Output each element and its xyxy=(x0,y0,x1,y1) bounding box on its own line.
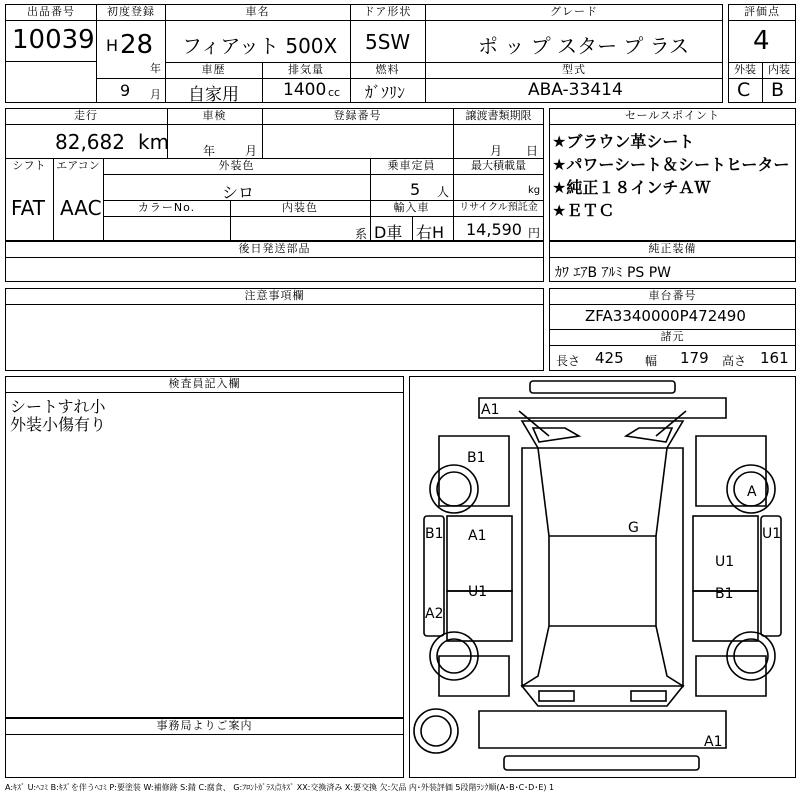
score-label: 評価点 xyxy=(744,5,780,18)
mark-right-rear-panel: B1 xyxy=(715,586,734,602)
chassis-label: 車台番号 xyxy=(648,289,697,302)
color-value: シロ xyxy=(222,183,255,202)
reg-year-unit: 年 xyxy=(150,62,161,75)
mark-left-rear-panel: U1 xyxy=(468,584,488,600)
displacement-value: 1400 xyxy=(283,80,327,100)
shift-value: FAT xyxy=(11,196,46,220)
ac-label: エアコン xyxy=(56,159,100,172)
reg-month: 9 xyxy=(120,81,131,100)
transfer-label: 譲渡書類期限 xyxy=(465,109,532,122)
inspection-label: 車検 xyxy=(202,109,227,122)
sales-points-label: セールスポイント xyxy=(624,109,720,122)
grade-label: グレード xyxy=(550,5,598,18)
ext-label: 外装 xyxy=(734,63,756,76)
height-value: 161 xyxy=(760,349,789,367)
transfer-day-unit: 日 xyxy=(526,144,539,158)
door-type: 5SW xyxy=(365,30,411,54)
ext-score: C xyxy=(737,79,751,101)
mark-right-front-panel: U1 xyxy=(715,554,735,570)
reg-month-unit: 月 xyxy=(150,88,161,101)
transfer-month-unit: 月 xyxy=(490,144,503,158)
model-label: 型式 xyxy=(562,63,586,76)
height-label: 高さ xyxy=(722,354,747,368)
displacement-unit: cc xyxy=(328,86,341,99)
reg-year: 28 xyxy=(120,30,154,60)
equipment-label: 純正装備 xyxy=(648,242,697,255)
inspection-year-unit: 年 xyxy=(203,144,216,158)
mark-front-top: A1 xyxy=(481,402,500,418)
recycle-unit: 円 xyxy=(528,226,541,240)
recycle-value: 14,590 xyxy=(466,220,522,239)
intcolor-label: 内装色 xyxy=(282,201,318,214)
first-reg-label: 初度登録 xyxy=(107,5,155,18)
model-value: ABA-33414 xyxy=(528,80,623,100)
seats-value: 5 xyxy=(410,180,421,199)
door-label: ドア形状 xyxy=(363,5,412,18)
mark-rear-bottom: A1 xyxy=(704,734,723,750)
mark-right-front-wheel: A xyxy=(747,484,757,500)
colorno-label: カラーNo. xyxy=(137,201,196,214)
mark-left-rear: A2 xyxy=(425,606,444,622)
sales-point-2: ★パワーシート＆シートヒーター xyxy=(552,155,790,174)
mark-left-front-door: B1 xyxy=(425,526,444,542)
inspector-line-2: 外装小傷有り xyxy=(10,415,107,434)
sales-point-1: ★ブラウン革シート xyxy=(552,132,695,151)
mark-roof: G xyxy=(628,520,639,536)
load-unit: kg xyxy=(528,185,541,196)
mark-left-front-panel: A1 xyxy=(468,528,487,544)
width-label: 幅 xyxy=(645,354,658,368)
chassis-number: ZFA3340000P472490 xyxy=(585,307,746,325)
mileage-value: 82,682 xyxy=(55,130,125,154)
lot-number: 10039 xyxy=(12,25,95,55)
era-letter: H xyxy=(106,36,119,55)
sales-point-4: ★ＥＴＣ xyxy=(552,201,615,220)
seats-unit: 人 xyxy=(437,185,450,199)
inspector-line-1: シートすれ小 xyxy=(10,397,106,416)
length-label: 長さ xyxy=(556,354,581,368)
history-label: 車歴 xyxy=(201,63,226,76)
mark-right-front-door: U1 xyxy=(762,526,782,542)
sales-point-3: ★純正１８インチＡＷ xyxy=(552,178,711,197)
ac-value: AAC xyxy=(60,196,102,220)
inspection-month-unit: 月 xyxy=(245,144,258,158)
mileage-label: 走行 xyxy=(74,109,98,122)
width-value: 179 xyxy=(680,349,709,367)
later-parts-label: 後日発送部品 xyxy=(238,242,311,255)
displacement-label: 排気量 xyxy=(288,63,324,76)
int-label: 内装 xyxy=(768,63,790,76)
office-label: 事務局よりご案内 xyxy=(156,719,253,732)
dims-label: 諸元 xyxy=(660,330,685,343)
mileage-unit: km xyxy=(138,130,170,154)
lot-label: 出品番号 xyxy=(27,5,75,18)
load-label: 最大積載量 xyxy=(471,159,526,172)
car-name-label: 車名 xyxy=(245,5,270,18)
regno-label: 登録番号 xyxy=(333,109,382,122)
fuel-label: 燃料 xyxy=(375,63,400,76)
damage-legend: A:ｷｽﾞ U:ﾍｺﾐ B:ｷｽﾞを伴うﾍｺﾐ P:要塗装 W:補修跡 S:錆 C:腐食、 G:ﾌﾛﾝﾄｶﾞﾗｽ点ｷｽﾞ XX:交換済み X:要交換 欠:欠品 内･外装評価 5段階ﾗﾝｸ順(A･B･C･D･E) 1 xyxy=(5,783,555,792)
equipment-value: ｶﾜ ｴｱB ｱﾙﾐ PS PW xyxy=(555,265,672,281)
import-value: D車 xyxy=(374,223,403,242)
fuel-value: ｶﾞｿﾘﾝ xyxy=(365,83,406,102)
recycle-label: リサイクル預託金 xyxy=(459,202,538,213)
notes-label: 注意事項欄 xyxy=(244,289,305,302)
score-value: 4 xyxy=(753,26,770,56)
intcolor-unit: 系 xyxy=(355,227,368,241)
car-name: フィアット 500X xyxy=(182,34,338,58)
mark-left-front: B1 xyxy=(467,450,486,466)
inspector-label: 検査員記入欄 xyxy=(168,377,241,390)
length-value: 425 xyxy=(595,349,624,367)
shift-label: シフト xyxy=(12,159,46,172)
handle-value: 右H xyxy=(416,223,445,242)
grade-value: ポ ッ プ スター プ ラス xyxy=(478,34,690,58)
car-damage-diagram xyxy=(409,376,796,778)
history-value: 自家用 xyxy=(188,85,239,105)
color-label: 外装色 xyxy=(218,159,255,172)
import-label: 輸入車 xyxy=(393,201,430,214)
seats-label: 乗車定員 xyxy=(387,159,436,172)
int-score: B xyxy=(771,79,785,101)
